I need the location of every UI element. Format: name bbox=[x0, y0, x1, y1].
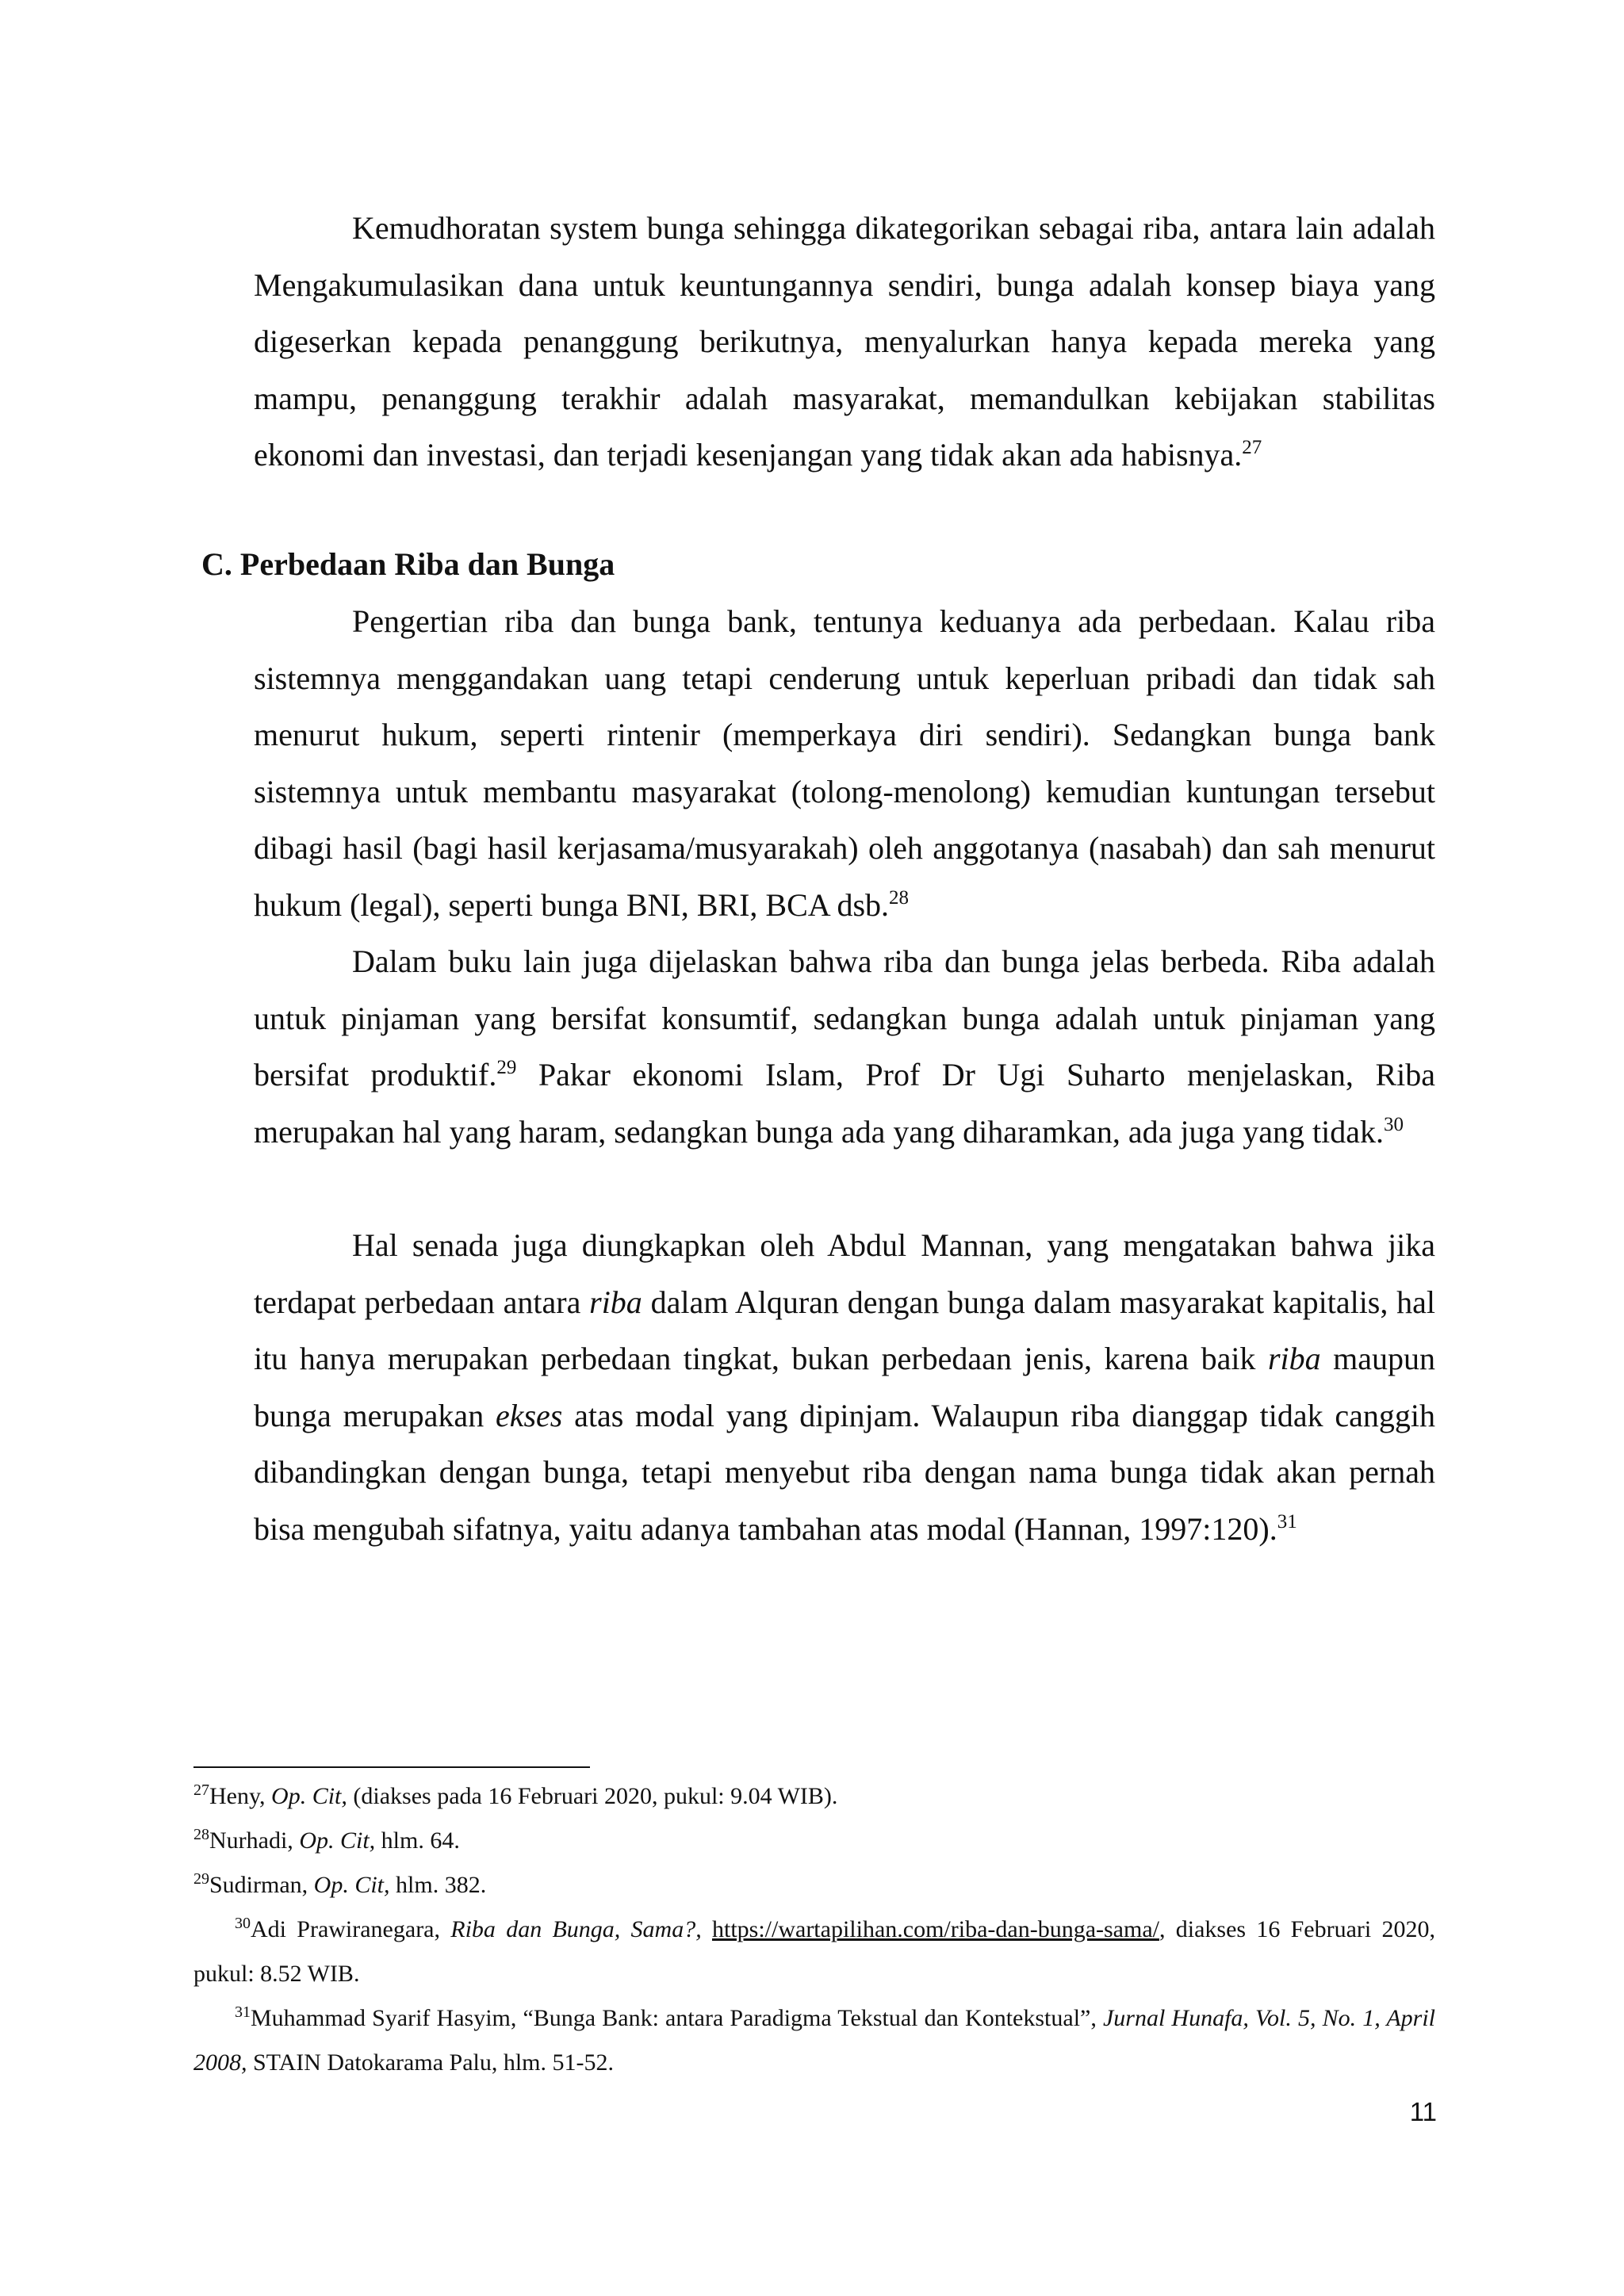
paragraph-difference bbox=[254, 933, 1435, 1160]
paragraph-text: Kemudhoratan system bunga sehingga dikategorikan sebagai riba, antara lain adalah Mengakumulasikan dana untuk keuntungannya sendiri, bunga adalah konsep biaya yang digeserkan kepada penanggung berikutnya, menyalurkan hanya kepada mereka yang mampu, penanggung terakhir adalah masyarakat, memandulkan kebijakan stabilitas ekonomi dan investasi, dan terjadi kesenjangan yang tidak akan ada habisnya. bbox=[254, 210, 1435, 473]
page-number: 11 bbox=[1409, 2097, 1437, 2126]
paragraph-text: Pengertian riba dan bunga bank, tentunya keduanya ada perbedaan. Kalau riba sistemnya menggandakan uang tetapi cenderung untuk keperluan pribadi dan tidak sah menurut hukum, seperti rintenir (memperkaya diri sendiri). Sedangkan bunga bank sistemnya untuk membantu masyarakat (tolong-menolong) kemudian kuntungan tersebut dibagi hasil (bagi hasil kerjasama/musyarakah) oleh anggotanya (nasabah) dan sah menurut hukum (legal), seperti bunga BNI, BRI, BCA dsb. bbox=[254, 603, 1435, 923]
footnote-ref-30[interactable]: 30 bbox=[1384, 1113, 1404, 1135]
paragraph-text: Dalam buku lain juga dijelaskan bahwa riba dan bunga jelas berbeda. Riba adalah untuk pinjaman yang bersifat konsumtif, sedangkan bunga adalah untuk pinjaman yang bersifat produktif. bbox=[254, 943, 1435, 1093]
footnote-italic: Riba dan Bunga, Sama?, bbox=[450, 1916, 702, 1942]
footnote-ref-28[interactable]: 28 bbox=[889, 886, 910, 909]
footnote-text: , diakses 16 Februari 2020, pukul: 8.52 WIB. bbox=[193, 1916, 1435, 1987]
footnote-27 bbox=[193, 1774, 1435, 1819]
footnote-text: hlm. 382. bbox=[389, 1872, 487, 1898]
paragraph-text: atas modal yang dipinjam. Walaupun riba dianggap tidak canggih dibandingkan dengan bunga, tetapi menyebut riba dengan nama bunga tidak akan pernah bisa mengubah sifatnya, yaitu adanya tambahan atas modal (Hannan, 1997:120). bbox=[254, 1397, 1435, 1547]
paragraph-text: maupun bunga merupakan bbox=[254, 1341, 1435, 1433]
paragraph-riba-harm bbox=[254, 200, 1435, 484]
footnote-30 bbox=[193, 1908, 1435, 1996]
footnote-28 bbox=[193, 1819, 1435, 1863]
footnote-link[interactable]: https://wartapilihan.com/riba-dan-bunga-sama/ bbox=[711, 1916, 1159, 1942]
section-heading: C. Perbedaan Riba dan Bunga bbox=[201, 546, 615, 582]
footnote-number: 30 bbox=[235, 1915, 251, 1932]
footnote-text: hlm. 64. bbox=[375, 1827, 460, 1854]
footnote-31 bbox=[193, 1996, 1435, 2085]
footnote-text: Muhammad Syarif Hasyim, “Bunga Bank: antara Paradigma Tekstual dan Kontekstual”, bbox=[251, 2005, 1103, 2031]
footnote-number: 31 bbox=[235, 2003, 251, 2021]
italic-term: riba bbox=[1267, 1341, 1321, 1376]
paragraph-text: dalam Alquran dengan bunga dalam masyarakat kapitalis, hal itu hanya merupakan perbedaan tingkat, bukan perbedaan jenis, karena baik bbox=[254, 1284, 1436, 1376]
footnote-number: 27 bbox=[193, 1781, 209, 1799]
footnote-italic: Op. Cit, bbox=[299, 1827, 376, 1854]
paragraph-text: Hal senada juga diungkapkan oleh Abdul Mannan, yang mengatakan bahwa jika terdapat perbedaan antara bbox=[254, 1227, 1435, 1320]
footnote-text: Adi Prawiranegara, bbox=[251, 1916, 451, 1942]
footnote-ref-27[interactable]: 27 bbox=[1242, 437, 1262, 458]
footnote-italic: Op. Cit, bbox=[271, 1783, 347, 1809]
footnote-text: Heny, bbox=[209, 1783, 272, 1809]
footnote-italic: Op. Cit, bbox=[313, 1872, 390, 1898]
footnote-29 bbox=[193, 1863, 1435, 1908]
footnote-text: (diakses pada 16 Februari 2020, pukul: 9.04 WIB). bbox=[347, 1783, 838, 1809]
italic-term: riba bbox=[589, 1284, 642, 1320]
footnote-italic: Jurnal Hunafa, Vol. 5, No. 1, April 2008, bbox=[193, 2005, 1435, 2076]
footnote-text: Sudirman, bbox=[209, 1872, 314, 1898]
footnote-divider bbox=[193, 1766, 590, 1768]
footnote-ref-31[interactable]: 31 bbox=[1277, 1510, 1297, 1533]
paragraph-text: Pakar ekonomi Islam, Prof Dr Ugi Suharto menjelaskan, Riba merupakan hal yang haram, sedangkan bunga ada yang diharamkan, ada juga yang tidak. bbox=[254, 1057, 1436, 1150]
paragraph-definition bbox=[254, 593, 1435, 933]
footnote-text: STAIN Datokarama Palu, hlm. 51-52. bbox=[247, 2049, 615, 2076]
footnote-text: Nurhadi, bbox=[209, 1827, 300, 1854]
footnote-text bbox=[702, 1916, 712, 1942]
paragraph-mannan bbox=[254, 1217, 1435, 1557]
italic-term: ekses bbox=[495, 1397, 563, 1433]
footnote-number: 29 bbox=[193, 1870, 209, 1888]
footnote-number: 28 bbox=[193, 1826, 209, 1843]
footnote-ref-29[interactable]: 29 bbox=[496, 1057, 517, 1078]
